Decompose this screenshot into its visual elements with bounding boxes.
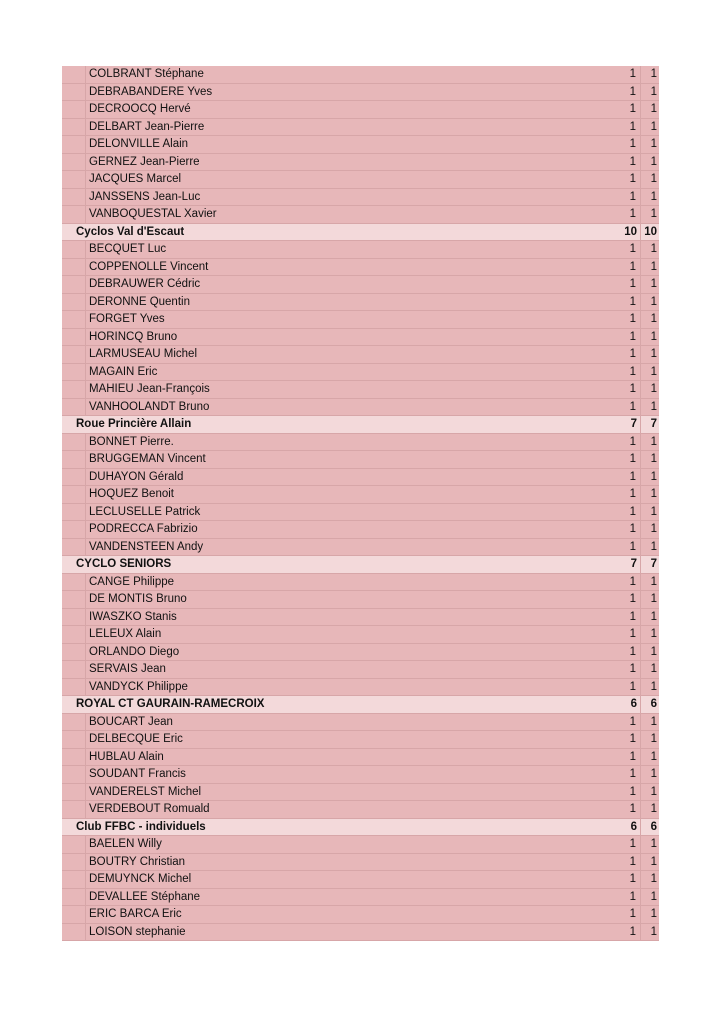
member-row bbox=[62, 101, 659, 119]
member-row bbox=[62, 241, 659, 259]
count-value: 6 bbox=[630, 820, 637, 833]
member-name: VANDYCK Philippe bbox=[89, 680, 188, 693]
member-row bbox=[62, 504, 659, 522]
count-value: 1 bbox=[629, 295, 636, 308]
member-row bbox=[62, 539, 659, 557]
total-value: 1 bbox=[650, 190, 657, 203]
count-value: 1 bbox=[629, 313, 636, 325]
count-value: 1 bbox=[629, 103, 636, 115]
member-row bbox=[62, 171, 659, 189]
member-name: FORGET Yves bbox=[89, 313, 165, 325]
club-row bbox=[62, 416, 659, 434]
total-value: 1 bbox=[650, 873, 657, 885]
club-name: Roue Princière Allain bbox=[76, 418, 192, 430]
count-value: 1 bbox=[629, 120, 636, 133]
member-row bbox=[62, 749, 659, 767]
club-row bbox=[62, 224, 659, 242]
member-name: DELBART Jean-Pierre bbox=[89, 120, 205, 133]
member-name: LECLUSELLE Patrick bbox=[89, 505, 201, 518]
member-name: MAGAIN Eric bbox=[89, 365, 158, 378]
member-row bbox=[62, 276, 659, 294]
member-row bbox=[62, 486, 659, 504]
count-value: 1 bbox=[629, 243, 636, 255]
member-name: HOQUEZ Benoit bbox=[89, 488, 174, 500]
member-row bbox=[62, 644, 659, 662]
member-name: DECROOCQ Hervé bbox=[89, 103, 191, 115]
count-value: 1 bbox=[629, 348, 636, 360]
count-value: 7 bbox=[630, 418, 637, 430]
member-row bbox=[62, 714, 659, 732]
total-value: 1 bbox=[650, 103, 657, 115]
club-row bbox=[62, 696, 659, 714]
count-value: 1 bbox=[629, 925, 636, 938]
total-value: 1 bbox=[650, 488, 657, 500]
club-name: ROYAL CT GAURAIN-RAMECROIX bbox=[76, 698, 265, 710]
member-row bbox=[62, 189, 659, 207]
count-value: 1 bbox=[629, 488, 636, 500]
member-row bbox=[62, 451, 659, 469]
total-value: 1 bbox=[650, 348, 657, 360]
total-value: 7 bbox=[650, 418, 657, 430]
member-name: SERVAIS Jean bbox=[89, 663, 166, 675]
count-value: 1 bbox=[629, 680, 636, 693]
member-name: DEVALLEE Stéphane bbox=[89, 890, 201, 903]
member-row bbox=[62, 381, 659, 399]
member-name: BRUGGEMAN Vincent bbox=[89, 453, 206, 465]
count-value: 1 bbox=[629, 365, 636, 378]
total-value: 10 bbox=[644, 225, 657, 238]
count-value: 1 bbox=[629, 505, 636, 518]
total-value: 1 bbox=[650, 365, 657, 378]
total-value: 1 bbox=[650, 645, 657, 658]
member-row bbox=[62, 679, 659, 697]
total-value: 1 bbox=[650, 313, 657, 325]
member-row bbox=[62, 871, 659, 889]
count-value: 1 bbox=[629, 733, 636, 745]
member-row bbox=[62, 766, 659, 784]
count-value: 1 bbox=[629, 453, 636, 465]
member-name: LARMUSEAU Michel bbox=[89, 348, 197, 360]
count-value: 1 bbox=[629, 785, 636, 798]
count-value: 1 bbox=[629, 400, 636, 413]
total-value: 1 bbox=[650, 138, 657, 150]
member-name: LELEUX Alain bbox=[89, 628, 162, 640]
member-row bbox=[62, 731, 659, 749]
member-row bbox=[62, 154, 659, 172]
total-value: 1 bbox=[650, 523, 657, 535]
member-name: PODRECCA Fabrizio bbox=[89, 523, 198, 535]
count-value: 1 bbox=[629, 768, 636, 780]
count-value: 1 bbox=[629, 278, 636, 290]
member-name: DEBRABANDERE Yves bbox=[89, 85, 213, 98]
member-row bbox=[62, 836, 659, 854]
count-value: 10 bbox=[624, 225, 637, 238]
total-value: 1 bbox=[650, 540, 657, 553]
total-value: 1 bbox=[650, 120, 657, 133]
member-row bbox=[62, 661, 659, 679]
total-value: 1 bbox=[650, 85, 657, 98]
member-row bbox=[62, 889, 659, 907]
member-name: BOUTRY Christian bbox=[89, 855, 186, 868]
count-value: 1 bbox=[629, 628, 636, 640]
count-value: 1 bbox=[629, 855, 636, 868]
club-row bbox=[62, 556, 659, 574]
club-name: Cyclos Val d'Escaut bbox=[76, 225, 185, 238]
total-value: 1 bbox=[650, 715, 657, 728]
member-name: IWASZKO Stanis bbox=[89, 610, 177, 623]
total-value: 1 bbox=[650, 470, 657, 483]
member-row bbox=[62, 136, 659, 154]
member-row bbox=[62, 206, 659, 224]
count-value: 1 bbox=[629, 155, 636, 168]
member-name: BOUCART Jean bbox=[89, 715, 173, 728]
count-value: 1 bbox=[629, 190, 636, 203]
count-value: 1 bbox=[629, 575, 636, 588]
total-value: 1 bbox=[650, 68, 657, 80]
club-row bbox=[62, 819, 659, 837]
total-value: 1 bbox=[650, 628, 657, 640]
member-name: DELBECQUE Eric bbox=[89, 733, 183, 745]
total-value: 7 bbox=[650, 558, 657, 570]
member-name: ERIC BARCA Eric bbox=[89, 908, 182, 920]
count-value: 1 bbox=[629, 138, 636, 150]
member-row bbox=[62, 801, 659, 819]
total-value: 1 bbox=[650, 733, 657, 745]
count-value: 1 bbox=[629, 873, 636, 885]
member-name: CANGE Philippe bbox=[89, 575, 175, 588]
member-name: JACQUES Marcel bbox=[89, 173, 182, 185]
member-name: VANDENSTEEN Andy bbox=[89, 540, 204, 553]
count-value: 1 bbox=[629, 173, 636, 185]
total-value: 1 bbox=[650, 278, 657, 290]
member-name: GERNEZ Jean-Pierre bbox=[89, 155, 200, 168]
total-value: 1 bbox=[650, 155, 657, 168]
member-row bbox=[62, 574, 659, 592]
count-value: 1 bbox=[629, 435, 636, 448]
member-row bbox=[62, 84, 659, 102]
count-value: 1 bbox=[629, 803, 636, 815]
member-row bbox=[62, 591, 659, 609]
total-value: 1 bbox=[650, 383, 657, 395]
member-row bbox=[62, 399, 659, 417]
member-row bbox=[62, 469, 659, 487]
member-name: BONNET Pierre. bbox=[89, 435, 174, 448]
member-name: VANDERELST Michel bbox=[89, 785, 202, 798]
member-name: SOUDANT Francis bbox=[89, 768, 186, 780]
member-name: LOISON stephanie bbox=[89, 925, 186, 938]
total-value: 1 bbox=[650, 330, 657, 343]
results-table bbox=[62, 66, 659, 941]
total-value: 1 bbox=[650, 575, 657, 588]
total-value: 1 bbox=[650, 925, 657, 938]
member-name: COLBRANT Stéphane bbox=[89, 68, 204, 80]
member-row bbox=[62, 609, 659, 627]
total-value: 1 bbox=[650, 750, 657, 763]
total-value: 1 bbox=[650, 610, 657, 623]
member-row bbox=[62, 259, 659, 277]
count-value: 1 bbox=[629, 610, 636, 623]
member-row bbox=[62, 784, 659, 802]
member-name: VANBOQUESTAL Xavier bbox=[89, 208, 217, 220]
count-value: 1 bbox=[629, 593, 636, 605]
count-value: 1 bbox=[629, 645, 636, 658]
total-value: 6 bbox=[650, 698, 657, 710]
count-value: 1 bbox=[629, 890, 636, 903]
total-value: 1 bbox=[650, 295, 657, 308]
count-value: 1 bbox=[629, 908, 636, 920]
member-row bbox=[62, 119, 659, 137]
total-value: 1 bbox=[650, 908, 657, 920]
member-name: MAHIEU Jean-François bbox=[89, 383, 210, 395]
count-value: 1 bbox=[629, 663, 636, 675]
member-row bbox=[62, 854, 659, 872]
member-name: ORLANDO Diego bbox=[89, 645, 180, 658]
member-name: DERONNE Quentin bbox=[89, 295, 190, 308]
member-name: COPPENOLLE Vincent bbox=[89, 260, 209, 273]
count-value: 6 bbox=[630, 698, 637, 710]
total-value: 1 bbox=[650, 593, 657, 605]
member-row bbox=[62, 311, 659, 329]
member-name: VERDEBOUT Romuald bbox=[89, 803, 210, 815]
total-value: 1 bbox=[650, 260, 657, 273]
member-name: BAELEN Willy bbox=[89, 838, 162, 850]
total-value: 1 bbox=[650, 680, 657, 693]
member-row bbox=[62, 521, 659, 539]
total-value: 1 bbox=[650, 663, 657, 675]
total-value: 1 bbox=[650, 435, 657, 448]
member-name: DUHAYON Gérald bbox=[89, 470, 184, 483]
club-name: CYCLO SENIORS bbox=[76, 558, 172, 570]
total-value: 1 bbox=[650, 768, 657, 780]
member-row bbox=[62, 66, 659, 84]
member-name: DEBRAUWER Cédric bbox=[89, 278, 201, 290]
count-value: 1 bbox=[629, 750, 636, 763]
count-value: 1 bbox=[629, 68, 636, 80]
count-value: 1 bbox=[629, 383, 636, 395]
member-row bbox=[62, 924, 659, 942]
member-name: BECQUET Luc bbox=[89, 243, 167, 255]
total-value: 1 bbox=[650, 838, 657, 850]
member-name: HORINCQ Bruno bbox=[89, 330, 178, 343]
member-row bbox=[62, 906, 659, 924]
member-name: DE MONTIS Bruno bbox=[89, 593, 187, 605]
member-row bbox=[62, 294, 659, 312]
member-row bbox=[62, 626, 659, 644]
count-value: 1 bbox=[629, 260, 636, 273]
member-name: HUBLAU Alain bbox=[89, 750, 164, 763]
member-row bbox=[62, 329, 659, 347]
total-value: 1 bbox=[650, 400, 657, 413]
count-value: 1 bbox=[629, 330, 636, 343]
count-value: 1 bbox=[629, 208, 636, 220]
total-value: 1 bbox=[650, 803, 657, 815]
count-value: 1 bbox=[629, 715, 636, 728]
club-name: Club FFBC - individuels bbox=[76, 820, 206, 833]
count-value: 1 bbox=[629, 470, 636, 483]
member-row bbox=[62, 346, 659, 364]
total-value: 1 bbox=[650, 243, 657, 255]
count-value: 1 bbox=[629, 523, 636, 535]
count-value: 7 bbox=[630, 558, 637, 570]
member-name: DEMUYNCK Michel bbox=[89, 873, 192, 885]
total-value: 1 bbox=[650, 505, 657, 518]
member-row bbox=[62, 364, 659, 382]
count-value: 1 bbox=[629, 85, 636, 98]
total-value: 1 bbox=[650, 453, 657, 465]
total-value: 1 bbox=[650, 785, 657, 798]
count-value: 1 bbox=[629, 838, 636, 850]
total-value: 1 bbox=[650, 173, 657, 185]
member-name: VANHOOLANDT Bruno bbox=[89, 400, 210, 413]
member-name: DELONVILLE Alain bbox=[89, 138, 189, 150]
count-value: 1 bbox=[629, 540, 636, 553]
total-value: 1 bbox=[650, 855, 657, 868]
member-row bbox=[62, 434, 659, 452]
total-value: 6 bbox=[650, 820, 657, 833]
total-value: 1 bbox=[650, 890, 657, 903]
member-name: JANSSENS Jean-Luc bbox=[89, 190, 201, 203]
total-value: 1 bbox=[650, 208, 657, 220]
